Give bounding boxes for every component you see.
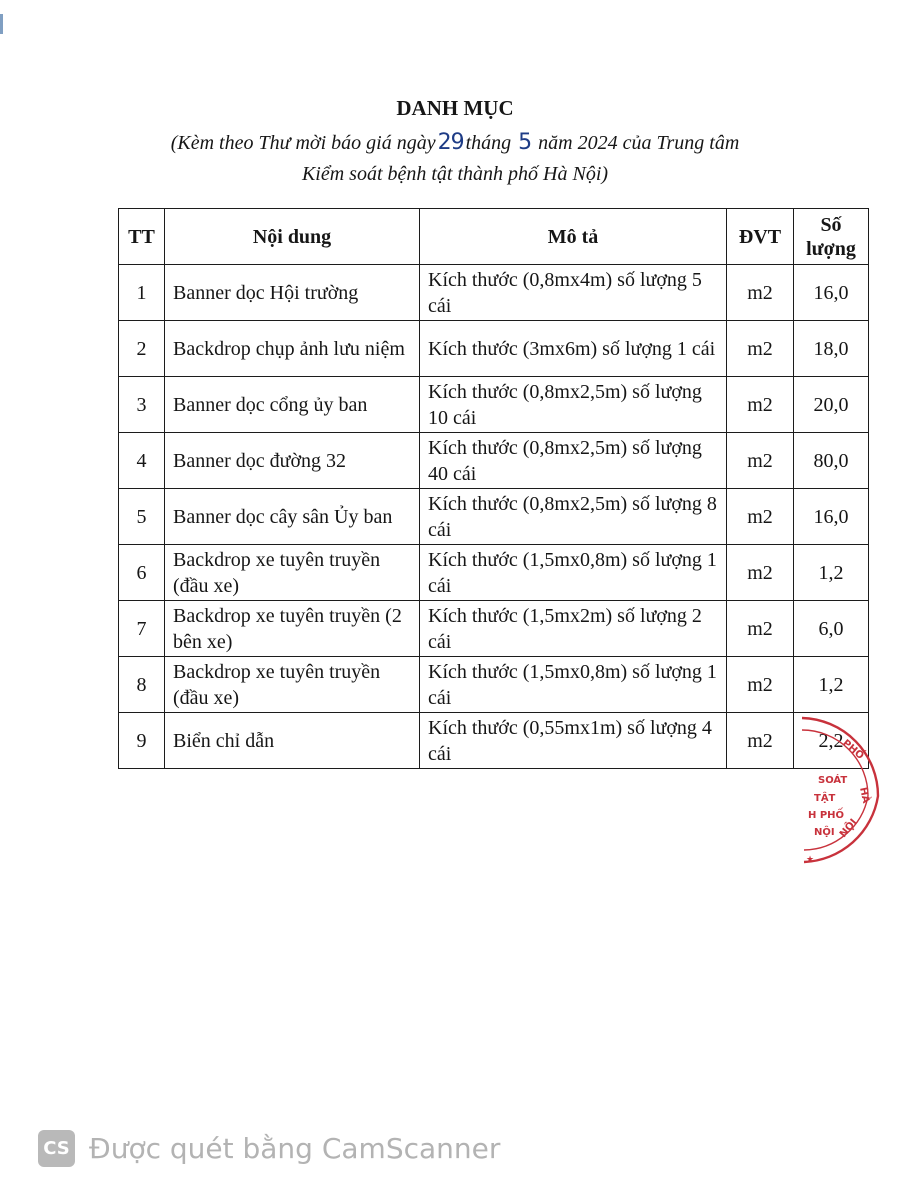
cell-unit: m2 bbox=[727, 601, 794, 657]
svg-text:HÀ: HÀ bbox=[857, 786, 872, 805]
cell-quantity: 20,0 bbox=[794, 377, 869, 433]
svg-text:TẬT: TẬT bbox=[814, 793, 836, 804]
table-row bbox=[119, 657, 869, 713]
cell-description: Kích thước (0,8mx2,5m) số lượng 10 cái bbox=[420, 377, 727, 433]
cell-description: Kích thước (3mx6m) số lượng 1 cái bbox=[420, 321, 727, 377]
handwritten-day: 29 bbox=[437, 130, 464, 155]
cell-content: Backdrop xe tuyên truyền (2 bên xe) bbox=[165, 601, 420, 657]
cell-content: Banner dọc Hội trường bbox=[165, 265, 420, 321]
cell-quantity: 16,0 bbox=[794, 265, 869, 321]
cell-tt: 8 bbox=[119, 657, 165, 713]
cell-quantity: 16,0 bbox=[794, 489, 869, 545]
cell-content: Backdrop xe tuyên truyền (đầu xe) bbox=[165, 545, 420, 601]
document-subtitle-line1 bbox=[0, 130, 910, 155]
cell-tt: 1 bbox=[119, 265, 165, 321]
table-row bbox=[119, 433, 869, 489]
cell-quantity: 18,0 bbox=[794, 321, 869, 377]
subtitle-prefix: (Kèm theo Thư mời báo giá ngày bbox=[170, 132, 436, 154]
camscanner-watermark bbox=[38, 1128, 500, 1168]
handwritten-month: 5 bbox=[518, 130, 532, 155]
cell-content: Banner dọc cây sân Ủy ban bbox=[165, 489, 420, 545]
table-row bbox=[119, 377, 869, 433]
svg-text:★: ★ bbox=[806, 855, 815, 865]
cell-content: Banner dọc đường 32 bbox=[165, 433, 420, 489]
table-row bbox=[119, 545, 869, 601]
cell-description: Kích thước (1,5mx0,8m) số lượng 1 cái bbox=[420, 545, 727, 601]
camscanner-text: Được quét bằng CamScanner bbox=[89, 1131, 501, 1165]
table-row bbox=[119, 489, 869, 545]
header-description: Mô tả bbox=[420, 209, 727, 265]
subtitle-month-label: tháng bbox=[465, 132, 512, 154]
cell-quantity: 1,2 bbox=[794, 545, 869, 601]
cell-description: Kích thước (1,5mx0,8m) số lượng 1 cái bbox=[420, 657, 727, 713]
cell-description: Kích thước (0,8mx4m) số lượng 5 cái bbox=[420, 265, 727, 321]
cell-quantity: 1,2 bbox=[794, 657, 869, 713]
cell-content: Biển chỉ dẫn bbox=[165, 713, 420, 769]
cell-unit: m2 bbox=[727, 265, 794, 321]
cell-unit: m2 bbox=[727, 377, 794, 433]
cell-tt: 2 bbox=[119, 321, 165, 377]
table-row bbox=[119, 713, 869, 769]
cell-quantity: 80,0 bbox=[794, 433, 869, 489]
cell-unit: m2 bbox=[727, 713, 794, 769]
svg-text:H PHỐ: H PHỐ bbox=[808, 810, 845, 821]
cell-content: Backdrop xe tuyên truyền (đầu xe) bbox=[165, 657, 420, 713]
cell-unit: m2 bbox=[727, 657, 794, 713]
cell-unit: m2 bbox=[727, 545, 794, 601]
header-quantity-line1: Số bbox=[820, 213, 842, 236]
table-row bbox=[119, 321, 869, 377]
cell-unit: m2 bbox=[727, 489, 794, 545]
cell-tt: 7 bbox=[119, 601, 165, 657]
cell-tt: 3 bbox=[119, 377, 165, 433]
svg-text:NỘI: NỘI bbox=[837, 817, 860, 840]
header-quantity-line2: lượng bbox=[806, 237, 856, 260]
cell-tt: 9 bbox=[119, 713, 165, 769]
cell-description: Kích thước (0,8mx2,5m) số lượng 8 cái bbox=[420, 489, 727, 545]
table-row bbox=[119, 265, 869, 321]
header-content: Nội dung bbox=[165, 209, 420, 265]
cell-description: Kích thước (0,8mx2,5m) số lượng 40 cái bbox=[420, 433, 727, 489]
table-row bbox=[119, 601, 869, 657]
cell-tt: 5 bbox=[119, 489, 165, 545]
camscanner-logo-icon: CS bbox=[38, 1130, 75, 1167]
subtitle-suffix: năm 2024 của Trung tâm bbox=[538, 132, 740, 154]
cell-tt: 6 bbox=[119, 545, 165, 601]
header-tt: TT bbox=[119, 209, 165, 265]
cell-quantity: 2,2 bbox=[794, 713, 869, 769]
cell-description: Kích thước (1,5mx2m) số lượng 2 cái bbox=[420, 601, 727, 657]
edge-mark bbox=[0, 14, 3, 34]
cell-tt: 4 bbox=[119, 433, 165, 489]
cell-quantity: 6,0 bbox=[794, 601, 869, 657]
document-title: DANH MỤC bbox=[396, 96, 514, 120]
svg-text:PHỐ: PHỐ bbox=[840, 737, 866, 762]
header-quantity bbox=[794, 209, 869, 265]
cell-content: Banner dọc cổng ủy ban bbox=[165, 377, 420, 433]
header-unit: ĐVT bbox=[727, 209, 794, 265]
cell-description: Kích thước (0,55mx1m) số lượng 4 cái bbox=[420, 713, 727, 769]
cell-content: Backdrop chụp ảnh lưu niệm bbox=[165, 321, 420, 377]
item-table bbox=[118, 208, 869, 769]
table-header-row bbox=[119, 209, 869, 265]
svg-text:NỘI: NỘI bbox=[814, 827, 835, 838]
cell-unit: m2 bbox=[727, 433, 794, 489]
document-subtitle-line2: Kiểm soát bệnh tật thành phố Hà Nội) bbox=[301, 163, 609, 185]
svg-text:SOÁT: SOÁT bbox=[818, 775, 848, 786]
cell-unit: m2 bbox=[727, 321, 794, 377]
